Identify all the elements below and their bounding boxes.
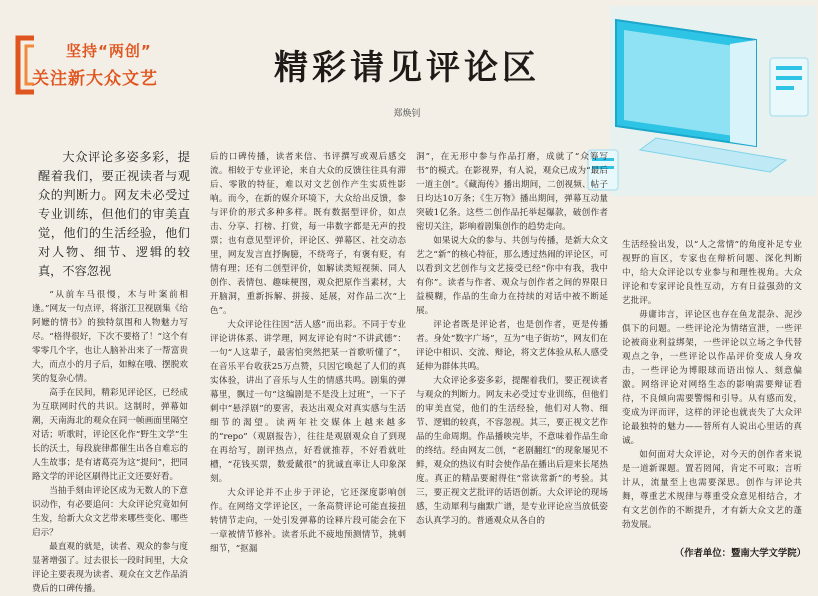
paragraph: 高手在民间，精彩见评论区，已经成为互联网时代的共识。这制时，弹幕如潮，天南海北的观众在同一帧画面里隔空对话；听歌时，评论区化作“野生文学”生长的沃土，每段旋律都催生出各自难忘的人生故事；是有诸葛亮为这“提问”，把同路文学的评论区刷得比正文还要好看。 (32, 388, 188, 482)
paragraph: 最直观的就是，读者、观众的参与度显著增强了。过去很长一段时间里，大众评论主要表现为读者、观众在文艺作品消费后的口碑传播。 (32, 542, 188, 594)
computer-illustration-icon (580, 0, 818, 210)
paragraph: 评论者既是评论者，也是创作者，更是传播者。身处“数字广场”，互为“电子街坊”，网友们在评论中相识、交流、辩论，将文艺体验从私人感受延伸为群体共鸣。 (416, 320, 608, 372)
badge-line1: 坚持“两创” (66, 42, 152, 60)
paragraph: 大众评论多姿多彩，提醒着我们，要正视读者与观众的判断力。网友未必受过专业训练，但他们的审美直觉，他们的生活经验，他们对人物、细节、逻辑的较真，不容忽视。其三，要正视文艺作品的生命周期。作品播映完毕，不意味着作品生命的终结。经由网友二创，“老剧翻红”的现象屡见不鲜，观众的热议有时会使作品在播出后迎来长尾热度。真正的精品要耐得住“常读常新”的考验。其三，要正视文艺批评的话语创新。大众评论的现场感，生动犀利与幽默广谱，是专业评论应当放低姿态认真学习的。普通观众从各自的 (416, 376, 608, 526)
body-column-1 (32, 288, 188, 594)
paragraph: 大众评论并不止步于评论，它还深度影响创作。在网络文学评论区，一条高赞评论可能直接扭转情节走向，一处引发弹幕的诠释片段可能会在下一章被情节修补。读者乐此不疲地预测情节，挑刺细节，“抠漏 (210, 488, 406, 554)
author-affiliation: （作者单位：暨南大学文学院） (674, 548, 806, 559)
paragraph: 如果说大众的参与、共创与传播，是新大众文艺之“新”的核心特征，那么透过热闹的评论区，可以看到文艺创作与文艺接受已经“你中有我，我中有你”。读者与作者、观众与创作者之间的界限日益模糊，作品的生命力在持续的对话中被不断延展。 (416, 236, 608, 316)
paragraph: 洞”，在无形中参与作品打磨，成就了“众筹写书”的模式。在影视界，有人说，观众已成为“最后一道主创”。《藏海传》播出期间，二创视频、帖子日均达10万条；《生万物》播出期间，弹幕互动量突破1亿条。这些二创作品托举起爆款，破创作者密切关注，影响着剧集创作的趋势走向。 (416, 152, 608, 232)
paragraph: 毋庸讳言，评论区也存在鱼龙混杂、泥沙俱下的问题。一些评论沦为情绪宣泄，一些评论被商业利益绑架，一些评论以立场之争代替观点之争，一些评论以作品评价变成人身攻击，一些评论为博眼球而语出惊人、刻意偏激。网络评论对网络生态的影响需要辩证看待，不良倾向需要警惕和引导。从有感而发，变成为评而评，这样的评论也就丧失了大众评论最独特的魅力——替所有人说出心里话的真诚。 (622, 310, 802, 446)
article-title: 精彩请见评论区 (274, 48, 540, 88)
body-column-4 (622, 238, 802, 538)
article-author: 郑焕钊 (393, 109, 421, 119)
paragraph: 如何面对大众评论，对今天的创作者来说是一道新课题。置若罔闻，肯定不可取；言听计从，流量至上也需要深思。创作与评论共舞，尊重艺术规律与尊重受众意见相结合，才有文艺创作的不断提升，才有新大众文艺的蓬勃发展。 (622, 450, 802, 530)
paragraph: 生活经验出发，以“人之常情”的角度补足专业视野的盲区，专家也在辩析问题、深化判断中，给大众评论以专业参与和理性视角。大众评论和专家评论良性互动，方有日益强劲的文艺批评。 (622, 240, 802, 306)
body-column-3 (416, 150, 608, 566)
lead-paragraph: 大众评论多姿多彩，提醒着我们，要正视读者与观众的判断力。网友未必受过专业训练，但他们的审美直觉，他们的生活经验，他们对人物、细节、逻辑的较真，不容忽视 (38, 150, 190, 278)
paragraph: 后的口碑传播，读者来信、书评撰写或观后感交流。相较于专业评论，来自大众的反馈往往具有滞后、零散的特征，难以对文艺创作产生实质性影响。而今，在新的媒介环境下，大众给出反馈，参与评价的形式多种多样。既有数据型评价，如点击、分享、打榜、打赏，每一串数字都是无声的投票；也有意见型评价，评论区、弹幕区、社交动态里，网友发言直抒胸臆，不绕弯子，有褒有贬，有情有理；还有二创型评价，如解读类短视频、同人创作、表情包、趣味梗图，观众把原作当素材，大开脑洞，重新拆解、拼接、延展，对作品二次“上色”。 (210, 152, 406, 316)
paragraph: “从前车马很慢，木与叶案前相逢。”网友一句点评，将浙江卫视剧集《给阿嬷的情书》的独特氛围和人物魅力写尽。“格得很好，下次不要格了！”这个有零零几个字，也让人脑补出来了一帮富贵大，而点小的月子后，如鲸在哦、摆脱欢笑的复杂心情。 (32, 290, 188, 384)
paragraph: 大众评论往往因“活人感”而出彩。不同于专业评论讲体系、讲学理，网友评论有时“不讲武德”：一句“人这辈子，最害怕突然把某一首歌听懂了”，在音乐平台收获25万点赞，只因它唤起了人们的真实体验，讲出了音乐与人生的情感共鸣。剧集的弹幕里，飘过一句“这编剧是不是没上过班”，一下子刺中“悬浮剧”的要害，表达出观众对真实感与生活细节的渴望。读两年社交媒体上越来越多的“repo”（观剧报告），往往是观剧观众自了到现在再给写，剧评热点，好看就推荐，不好看就吐槽，“花钱买票，数爱戴很”的犹诚直率让人印象深刻。 (210, 320, 406, 484)
badge-line2: 关注新大众文艺 (32, 69, 158, 89)
column-badge (10, 32, 188, 98)
body-column-2 (210, 150, 406, 566)
paragraph: 当抽手刻由评论区成为无数人的下意识动作，有必要追问：大众评论究竟如何生发，给新大众文艺带来哪些变化、哪些启示？ (32, 486, 188, 538)
